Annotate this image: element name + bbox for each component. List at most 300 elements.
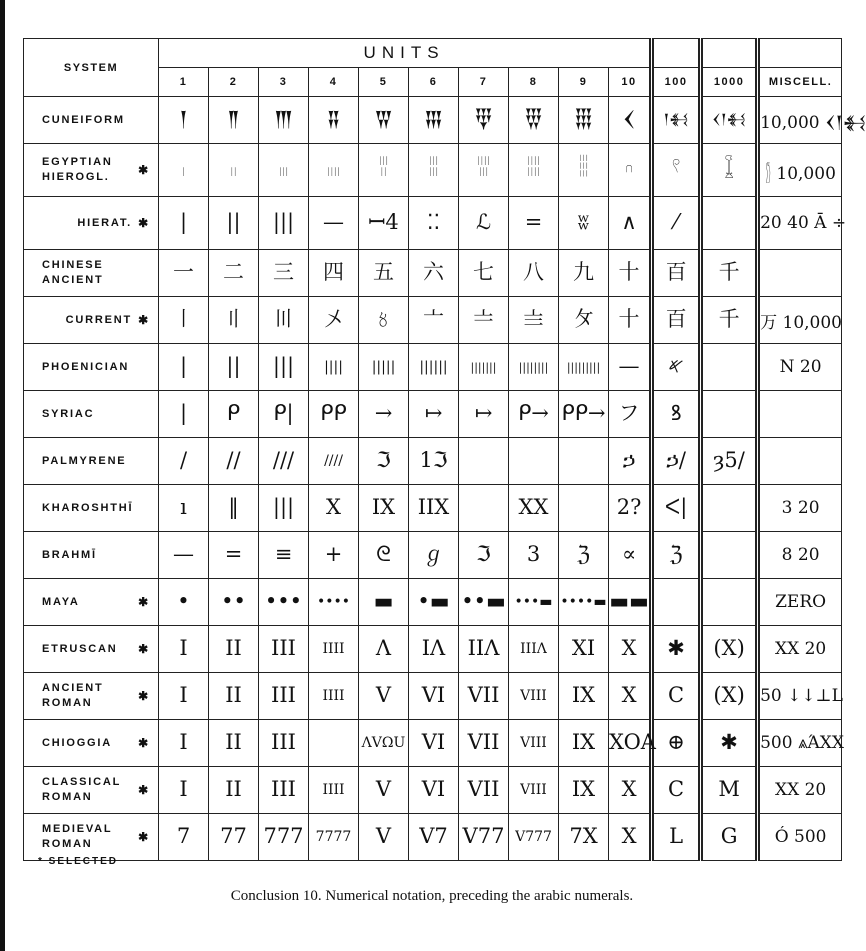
numeral-cell bbox=[459, 391, 509, 438]
numeral-glyph: — bbox=[323, 210, 344, 235]
numeral-glyph: ℨ bbox=[669, 542, 683, 567]
system-name-cell bbox=[24, 720, 159, 767]
column-header-4: 4 bbox=[309, 68, 359, 97]
misc-value: 20 40 Ā ÷ bbox=[760, 213, 847, 233]
numeral-glyph: 四 bbox=[323, 260, 344, 285]
numeral-cell bbox=[459, 297, 509, 344]
numeral-cell bbox=[652, 532, 701, 579]
numeral-glyph: VIII bbox=[520, 688, 547, 704]
numeral-cell bbox=[159, 767, 209, 814]
numeral-cell bbox=[259, 144, 309, 197]
numeral-cell bbox=[509, 767, 559, 814]
numeral-glyph: ᑭᑭ bbox=[320, 401, 347, 426]
system-name-cell bbox=[24, 344, 159, 391]
numeral-glyph: XX bbox=[518, 495, 549, 520]
numeral-cell bbox=[509, 673, 559, 720]
table-row bbox=[24, 250, 842, 297]
selected-star-icon: ✱ bbox=[138, 641, 150, 656]
numeral-cell bbox=[259, 720, 309, 767]
numeral-glyph: 〡 bbox=[173, 307, 194, 332]
numeral-cell bbox=[609, 97, 652, 144]
misc-value: 10,000 𒌋𒁹𒈬 bbox=[760, 112, 866, 133]
numeral-glyph: C bbox=[668, 777, 685, 802]
numeral-glyph: ᘓ bbox=[376, 542, 391, 567]
numeral-glyph: IIII bbox=[322, 688, 345, 704]
misc-cell bbox=[758, 720, 845, 767]
numeral-cell bbox=[701, 626, 758, 673]
table-row bbox=[24, 144, 842, 197]
numeral-cell bbox=[509, 814, 559, 861]
numeral-glyph: | bbox=[179, 210, 188, 235]
numeral-cell bbox=[409, 626, 459, 673]
system-name-line: ETRUSCAN bbox=[42, 642, 118, 655]
numeral-cell bbox=[359, 250, 409, 297]
numeral-cell bbox=[409, 197, 459, 250]
numeral-glyph: III bbox=[271, 683, 296, 708]
system-name-line: MEDIEVAL bbox=[42, 823, 113, 836]
numeral-cell bbox=[701, 438, 758, 485]
misc-value: ZERO bbox=[775, 592, 827, 612]
numeral-glyph: = bbox=[224, 542, 243, 567]
numeral-cell bbox=[159, 391, 209, 438]
numeral-cell bbox=[459, 579, 509, 626]
system-name-cell bbox=[24, 97, 159, 144]
numeral-glyph: VII bbox=[467, 730, 500, 755]
numeral-glyph: 𒌋 bbox=[622, 107, 636, 132]
column-header-6: 6 bbox=[409, 68, 459, 97]
numeral-glyph: ||||||| bbox=[470, 361, 497, 374]
numeral-cell bbox=[209, 250, 259, 297]
numeral-glyph: III bbox=[271, 730, 296, 755]
numeral-cell bbox=[309, 144, 359, 197]
numeral-cell bbox=[559, 144, 609, 197]
system-name-cell bbox=[24, 673, 159, 720]
misc-cell bbox=[758, 532, 842, 579]
numeral-glyph: 五 bbox=[373, 260, 394, 285]
system-name-cell bbox=[24, 250, 159, 297]
numeral-glyph: ▬▬ bbox=[609, 589, 649, 614]
numeral-cell bbox=[652, 579, 701, 626]
numeral-cell bbox=[409, 250, 459, 297]
numeral-cell bbox=[459, 197, 509, 250]
misc-cell bbox=[758, 297, 842, 344]
numeral-glyph: 十 bbox=[618, 307, 640, 332]
numeral-glyph: 〦 bbox=[423, 307, 444, 332]
numeral-glyph: I bbox=[179, 730, 188, 755]
misc-cell bbox=[758, 344, 842, 391]
numeral-glyph: ȝ5/ bbox=[713, 448, 745, 473]
numeral-glyph: L bbox=[669, 824, 684, 849]
numeral-glyph: 7 bbox=[176, 824, 191, 849]
numeral-cell bbox=[609, 720, 656, 767]
numeral-cell bbox=[559, 673, 609, 720]
numeral-glyph: X bbox=[621, 636, 637, 661]
numeral-cell bbox=[559, 97, 609, 144]
numeral-glyph: ••••▬ bbox=[560, 594, 607, 610]
numeral-cell bbox=[359, 438, 409, 485]
numeral-cell bbox=[359, 814, 409, 861]
numeral-cell bbox=[159, 626, 209, 673]
numeral-glyph: 八 bbox=[523, 260, 544, 285]
numeral-glyph: ‖ bbox=[228, 495, 239, 520]
numeral-cell bbox=[159, 673, 209, 720]
numeral-cell bbox=[609, 197, 652, 250]
numeral-cell bbox=[209, 720, 259, 767]
numeral-cell bbox=[209, 344, 259, 391]
numeral-cell bbox=[409, 814, 459, 861]
numeral-cell bbox=[559, 767, 609, 814]
numeral-cell bbox=[309, 673, 359, 720]
numeral-cell bbox=[259, 197, 309, 250]
numeral-cell bbox=[509, 532, 559, 579]
numeral-glyph: •• bbox=[221, 589, 246, 614]
numeral-glyph: V bbox=[375, 777, 392, 802]
numeral-glyph: ↦ bbox=[424, 401, 443, 426]
column-header-12: 1000 bbox=[701, 68, 758, 97]
numeral-glyph: V777 bbox=[515, 829, 552, 845]
numeral-glyph: — bbox=[173, 542, 194, 567]
numeral-cell bbox=[409, 485, 459, 532]
numeral-cell bbox=[359, 532, 409, 579]
numeral-cell bbox=[259, 97, 309, 144]
system-name-cell bbox=[24, 391, 159, 438]
numeral-glyph: 𓏾 bbox=[378, 157, 389, 182]
numeral-cell bbox=[609, 814, 652, 861]
numeral-cell bbox=[209, 532, 259, 579]
numeral-glyph: 2? bbox=[616, 495, 642, 520]
numeral-cell bbox=[209, 579, 259, 626]
caption: Conclusion 10. Numerical notation, preceding the arabic numerals. bbox=[230, 888, 634, 904]
numeral-glyph: ✱ bbox=[667, 636, 685, 661]
misc-value: 8 20 bbox=[781, 545, 820, 565]
numeral-glyph: → bbox=[374, 401, 393, 426]
numeral-cell bbox=[259, 626, 309, 673]
numeral-glyph: 十 bbox=[618, 260, 640, 285]
numeral-cell bbox=[609, 767, 652, 814]
numeral-glyph: 〨 bbox=[523, 307, 544, 332]
numeral-glyph: X bbox=[326, 495, 341, 520]
numeral-cell bbox=[409, 144, 459, 197]
numeral-cell bbox=[701, 579, 758, 626]
numeral-cell bbox=[359, 626, 409, 673]
numeral-glyph: 一 bbox=[173, 260, 194, 285]
selected-star-icon: ✱ bbox=[138, 688, 150, 703]
numeral-cell bbox=[701, 532, 758, 579]
numeral-glyph: ꝸ bbox=[670, 401, 682, 426]
numeral-glyph: 二 bbox=[223, 260, 244, 285]
numeral-glyph: 𒐈 bbox=[273, 107, 294, 132]
numeral-cell bbox=[459, 626, 509, 673]
numeral-glyph: IIΛ bbox=[467, 636, 500, 661]
numeral-glyph: V77 bbox=[462, 824, 505, 849]
numeral-glyph: 𓆼 bbox=[724, 157, 734, 182]
column-header-9: 9 bbox=[559, 68, 609, 97]
numeral-cell bbox=[609, 297, 652, 344]
misc-cell bbox=[758, 579, 842, 626]
numeral-cell bbox=[701, 144, 758, 197]
numeral-glyph: IX bbox=[371, 495, 396, 520]
numeral-glyph: ||||||||| bbox=[566, 361, 601, 374]
numeral-glyph: ✱ bbox=[720, 730, 738, 755]
column-header-3: 3 bbox=[259, 68, 309, 97]
numeral-cell bbox=[559, 720, 609, 767]
numeral-cell bbox=[459, 438, 509, 485]
system-name-cell bbox=[24, 297, 159, 344]
table-row bbox=[24, 673, 842, 720]
numeral-cell bbox=[652, 720, 701, 767]
numeral-glyph: 𒑂 bbox=[473, 107, 494, 132]
numeral-glyph: 𓏺 bbox=[182, 157, 185, 182]
numeral-glyph: 𒁹𒈬 bbox=[663, 112, 689, 128]
numeral-cell bbox=[259, 297, 309, 344]
numeral-cell bbox=[459, 720, 509, 767]
table-row bbox=[24, 579, 842, 626]
numeral-glyph: III bbox=[271, 636, 296, 661]
numeral-glyph: ᑭ→ bbox=[518, 401, 549, 426]
selected-star-icon: ✱ bbox=[138, 782, 150, 797]
numeral-cell bbox=[259, 579, 309, 626]
numeral-glyph: ∝ bbox=[621, 542, 637, 567]
table-row bbox=[24, 485, 842, 532]
numeral-cell bbox=[509, 144, 559, 197]
numeral-cell bbox=[309, 532, 359, 579]
numeral-cell bbox=[359, 673, 409, 720]
column-header-7: 7 bbox=[459, 68, 509, 97]
numeral-cell bbox=[259, 532, 309, 579]
column-header-2: 2 bbox=[209, 68, 259, 97]
numeral-glyph: 𓏼 bbox=[278, 157, 289, 182]
numeral-cell bbox=[259, 814, 309, 861]
numeral-glyph: ı bbox=[180, 495, 187, 520]
numeral-glyph: IX bbox=[571, 777, 596, 802]
system-name-line: CLASSICAL bbox=[42, 776, 122, 789]
selected-star-icon: ✱ bbox=[138, 162, 150, 177]
numeral-glyph: ᑭ| bbox=[273, 401, 294, 426]
header-spacer-100 bbox=[652, 39, 701, 68]
numeral-cell bbox=[609, 344, 652, 391]
numeral-glyph: V7 bbox=[419, 824, 448, 849]
numeral-cell bbox=[559, 579, 609, 626]
misc-value: 500 ⩓ΆXX bbox=[760, 733, 845, 753]
numeral-cell bbox=[701, 485, 758, 532]
table-row bbox=[24, 438, 842, 485]
numeral-cell bbox=[309, 579, 359, 626]
misc-value: XX 20 bbox=[774, 780, 827, 800]
numeral-glyph: ᐸ| bbox=[664, 495, 688, 520]
numeral-cell bbox=[509, 720, 559, 767]
numeral-glyph: 〩 bbox=[573, 307, 594, 332]
numeral-glyph: 𓐂 bbox=[578, 157, 589, 182]
misc-value: 50 ↓↓⊥L bbox=[760, 686, 843, 706]
numeral-glyph: ΛVΩU bbox=[361, 735, 406, 751]
numeral-glyph: ᑭᑭ→ bbox=[561, 401, 606, 426]
numeral-glyph: + bbox=[324, 542, 343, 567]
numeral-cell bbox=[459, 532, 509, 579]
numeral-glyph: || bbox=[226, 210, 241, 235]
system-name-line: EGYPTIAN bbox=[42, 156, 113, 169]
numeral-glyph: 𒐉 bbox=[326, 107, 341, 132]
numeral-glyph: ꟷ4 bbox=[368, 210, 399, 235]
numeral-cell bbox=[209, 767, 259, 814]
numeral-glyph: Λ bbox=[375, 636, 392, 661]
numeral-cell bbox=[701, 720, 758, 767]
system-name-line: BRAHMĪ bbox=[42, 548, 97, 561]
numeral-glyph: 〥 bbox=[373, 307, 394, 332]
misc-value: Ó 500 bbox=[774, 827, 827, 847]
numeral-cell bbox=[509, 626, 559, 673]
misc-cell bbox=[758, 485, 842, 532]
numeral-glyph: |||||| bbox=[419, 359, 448, 375]
numeral-cell bbox=[259, 485, 309, 532]
numeral-cell bbox=[209, 297, 259, 344]
numeral-cell bbox=[701, 197, 758, 250]
column-header-1: 1 bbox=[159, 68, 209, 97]
numeral-glyph: 777 bbox=[263, 824, 304, 849]
table-row bbox=[24, 767, 842, 814]
numeral-cell bbox=[209, 391, 259, 438]
selected-star-icon: ✱ bbox=[138, 215, 150, 230]
numeral-glyph: 𓏿 bbox=[428, 157, 439, 182]
numeral-cell bbox=[359, 297, 409, 344]
misc-cell bbox=[758, 626, 842, 673]
misc-cell bbox=[758, 97, 866, 144]
numeral-cell bbox=[559, 485, 609, 532]
numeral-glyph: X bbox=[621, 683, 637, 708]
numeral-cell bbox=[559, 626, 609, 673]
numeral-glyph: | bbox=[179, 354, 188, 379]
numeral-glyph: || bbox=[226, 354, 241, 379]
column-header-5: 5 bbox=[359, 68, 409, 97]
table-row bbox=[24, 626, 842, 673]
numeral-cell bbox=[701, 97, 758, 144]
system-name-cell bbox=[24, 579, 159, 626]
numeral-cell bbox=[609, 673, 652, 720]
numeral-glyph: M bbox=[718, 777, 740, 802]
numeral-glyph: 百 bbox=[665, 260, 687, 285]
numeral-cell bbox=[209, 144, 259, 197]
numeral-cell bbox=[159, 97, 209, 144]
numeral-cell bbox=[309, 626, 359, 673]
numeral-glyph: ℊ bbox=[423, 542, 444, 567]
numeral-cell bbox=[309, 97, 359, 144]
numeral-glyph: •••▬ bbox=[514, 594, 553, 610]
table-row bbox=[24, 391, 842, 438]
numeral-glyph: G bbox=[720, 824, 738, 849]
numeral-cell bbox=[509, 250, 559, 297]
system-name-line: PHOENICIAN bbox=[42, 360, 130, 373]
numeral-cell bbox=[459, 673, 509, 720]
selected-star-icon: ✱ bbox=[138, 829, 150, 844]
numeral-cell bbox=[652, 297, 701, 344]
numeral-glyph: / bbox=[179, 448, 188, 473]
misc-cell bbox=[758, 197, 847, 250]
header-spacer-1000 bbox=[701, 39, 758, 68]
numeral-cell bbox=[701, 767, 758, 814]
numeral-cell bbox=[359, 720, 409, 767]
numeral-glyph: ʬ bbox=[577, 210, 590, 235]
numeral-cell bbox=[509, 485, 559, 532]
numeral-glyph: //// bbox=[324, 453, 343, 469]
numeral-glyph: 𓐀 bbox=[477, 157, 490, 182]
numeral-glyph: I bbox=[179, 683, 188, 708]
numeral-cell bbox=[509, 297, 559, 344]
system-name-line: ROMAN bbox=[42, 791, 93, 803]
numeral-cell bbox=[159, 144, 209, 197]
system-name-line: HIEROGL. bbox=[42, 171, 110, 183]
numeral-cell bbox=[159, 814, 209, 861]
numeral-glyph: •••• bbox=[316, 594, 351, 610]
numeral-glyph: 千 bbox=[718, 307, 740, 332]
numeral-glyph: XI bbox=[571, 636, 596, 661]
numeral-cell bbox=[509, 97, 559, 144]
numeral-glyph: // bbox=[226, 448, 241, 473]
numeral-glyph: ••▬ bbox=[461, 589, 506, 614]
numeral-cell bbox=[309, 438, 359, 485]
numeral-cell bbox=[309, 485, 359, 532]
header-spacer-misc bbox=[758, 39, 842, 68]
numeral-cell bbox=[409, 97, 459, 144]
numeral-cell bbox=[159, 344, 209, 391]
numeral-glyph: ⁄ bbox=[674, 210, 678, 235]
column-header-8: 8 bbox=[509, 68, 559, 97]
numeral-cell bbox=[209, 197, 259, 250]
numeral-cell bbox=[309, 391, 359, 438]
table-row bbox=[24, 720, 842, 767]
numeral-glyph: 𓏽 bbox=[327, 157, 340, 182]
numeral-glyph: X bbox=[621, 777, 637, 802]
numeral-glyph: 𒐊 bbox=[373, 107, 394, 132]
numeral-glyph: 𒈫 bbox=[226, 107, 241, 132]
numeral-glyph: III bbox=[271, 777, 296, 802]
numeral-glyph: • bbox=[177, 589, 190, 614]
numeral-glyph: X bbox=[621, 824, 637, 849]
numeral-glyph: ⊕ bbox=[667, 730, 685, 755]
numeral-glyph: IIX bbox=[417, 495, 450, 520]
table-row bbox=[24, 197, 842, 250]
numeral-glyph: 六 bbox=[423, 260, 444, 285]
column-header-10: 10 bbox=[609, 68, 652, 97]
numeral-cell bbox=[309, 720, 359, 767]
numeral-cell bbox=[509, 197, 559, 250]
numeral-cell bbox=[652, 814, 701, 861]
numeral-cell bbox=[209, 438, 259, 485]
numeral-cell bbox=[209, 485, 259, 532]
numeral-cell bbox=[409, 344, 459, 391]
numeral-cell bbox=[609, 532, 652, 579]
system-name-cell bbox=[24, 485, 159, 532]
numeral-glyph: VIII bbox=[520, 735, 547, 751]
system-name-line: ANCIENT bbox=[42, 682, 104, 695]
numeral-cell bbox=[509, 438, 559, 485]
numeral-cell bbox=[652, 438, 701, 485]
numeral-glyph: ≡ bbox=[274, 542, 293, 567]
numeral-cell bbox=[159, 720, 209, 767]
numeral-cell bbox=[159, 250, 209, 297]
numeral-glyph: ||| bbox=[272, 210, 295, 235]
numeral-glyph: IX bbox=[571, 683, 596, 708]
numeral-cell bbox=[559, 814, 609, 861]
numeral-glyph: (X) bbox=[713, 636, 745, 661]
numeral-cell bbox=[459, 344, 509, 391]
numeral-cell bbox=[259, 250, 309, 297]
numeral-glyph: 𓐁 bbox=[527, 157, 540, 182]
numeral-rows bbox=[24, 97, 866, 861]
numeral-glyph: ||| bbox=[272, 354, 295, 379]
numeral-glyph: II bbox=[225, 730, 242, 755]
numeral-glyph: IIII bbox=[322, 782, 345, 798]
numeral-cell bbox=[509, 391, 559, 438]
numeral-glyph: ኃ/ bbox=[666, 448, 686, 473]
